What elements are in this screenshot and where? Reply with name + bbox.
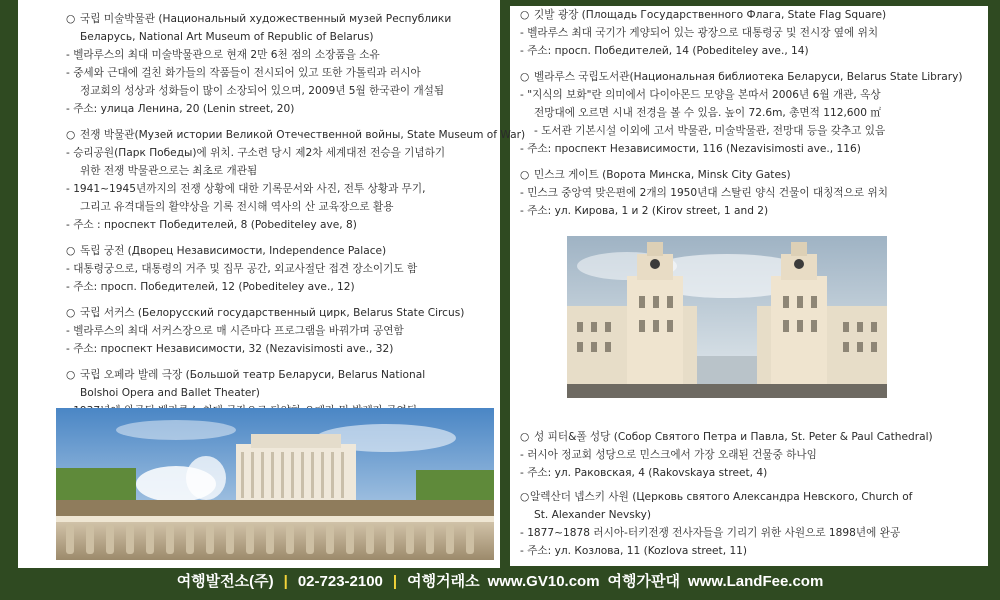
entry-line: - 주소: ул. Кирова, 1 и 2 (Kirov street, 1 and 2)	[520, 205, 769, 217]
circle-bullet-icon: ○	[66, 13, 76, 25]
entry-state-library	[520, 68, 984, 158]
entry-title: 벨라루스 국립도서관(Национальная библиотека Беларуси, Belarus State Library)	[534, 71, 963, 83]
circle-bullet-icon: ○	[520, 491, 530, 503]
circle-bullet-icon: ○	[66, 307, 76, 319]
entry-art-museum	[66, 10, 494, 118]
entry-nevsky-church	[520, 488, 984, 560]
circle-bullet-icon: ○	[520, 9, 530, 21]
entry-line: - 주소: проспект Независимости, 116 (Nezavisimosti ave., 116)	[520, 143, 861, 155]
entry-line: - 주소 : проспект Победителей, 8 (Pobediteley ave, 8)	[66, 219, 357, 231]
entry-line: - 1877~1878 러시아-터키전쟁 전사자들을 기리기 위한 사원으로 1898년에 완공	[520, 527, 901, 539]
entry-line: - 벨라루스 최대 국기가 게양되어 있는 광장으로 대통령궁 및 전시장 옆에 위치	[520, 27, 879, 39]
entry-state-circus	[66, 304, 494, 358]
right-column	[520, 6, 984, 220]
circle-bullet-icon: ○	[520, 71, 530, 83]
footer-name-2: 여행가판대	[607, 573, 680, 590]
right-column-bottom	[520, 428, 984, 560]
entry-line: St. Alexander Nevsky)	[534, 509, 651, 521]
entry-title: 민스크 게이트 (Ворота Минска, Minsk City Gates)	[534, 169, 791, 181]
footer-separator: |	[392, 573, 398, 590]
entry-line: - 주소: ул. Козлова, 11 (Kozlova street, 11)	[520, 545, 748, 557]
entry-line: 그리고 유격대들의 활약상을 기록 전시해 역사의 산 교육장으로 활용	[80, 201, 394, 213]
entry-line: - 도서관 기본시설 이외에 고서 박물관, 미술박물관, 전망대 등을 갖추고 있음	[534, 125, 886, 137]
entry-title: 국립 오페라 발레 극장 (Большой театр Беларуси, Belarus National	[80, 369, 426, 381]
circle-bullet-icon: ○	[66, 245, 76, 257]
footer-name-1: 여행거래소	[407, 573, 480, 590]
entry-cathedral	[520, 428, 984, 482]
minsk-gates-photo	[567, 236, 887, 398]
entry-line: - 1941~1945년까지의 전쟁 상황에 대한 기록문서와 사진, 전투 상황과 무기,	[66, 183, 426, 195]
entry-title: 국립 미술박물관 (Национальный художественный музей Республики	[80, 13, 452, 25]
entry-war-museum	[66, 126, 526, 234]
entry-title: 깃발 광장 (Площадь Государственного Флага, State Flag Square)	[534, 9, 887, 21]
entry-title: 국립 서커스 (Белорусский государственный цирк, Belarus State Circus)	[80, 307, 465, 319]
footer-url-2[interactable]: www.LandFee.com	[688, 573, 824, 590]
entry-title: 알렉산더 넵스키 사원 (Церковь святого Александра Невского, Church of	[530, 491, 913, 503]
circle-bullet-icon: ○	[520, 431, 530, 443]
circle-bullet-icon: ○	[520, 169, 530, 181]
footer-phone: 02-723-2100	[297, 573, 383, 590]
entry-minsk-gates	[520, 166, 984, 220]
entry-line: - 민스크 중앙역 맞은편에 2개의 1950년대 스탈린 양식 건물이 대칭적으로 위치	[520, 187, 888, 199]
entry-line: - 대통령궁으로, 대통령의 거주 및 집무 공간, 외교사절단 접견 장소이기도 함	[66, 263, 418, 275]
footer-url-1[interactable]: www.GV10.com	[487, 573, 600, 590]
entry-line: Беларусь, National Art Museum of Republic of Belarus)	[80, 31, 374, 43]
entry-line: - 주소: просп. Победителей, 12 (Pobediteley ave., 12)	[66, 281, 355, 293]
entry-line: 정교회의 성상과 성화들이 많이 소장되어 있으며, 2009년 5월 한국관이 개설됨	[80, 85, 445, 97]
circle-bullet-icon: ○	[66, 369, 76, 381]
entry-line: 위한 전쟁 박물관으로는 최초로 개관됨	[80, 165, 258, 177]
entry-line: - 주소: улица Ленина, 20 (Lenin street, 20)	[66, 103, 295, 115]
entry-title: 성 피터&폴 성당 (Собор Святого Петра и Павла, St. Peter & Paul Cathedral)	[534, 431, 933, 443]
entry-title: 독립 궁전 (Дворец Независимости, Independence Palace)	[80, 245, 387, 257]
footer-bar	[0, 570, 1000, 600]
entry-line: - 벨라루스의 최대 서커스장으로 매 시즌마다 프로그램을 바꿔가며 공연함	[66, 325, 404, 337]
entry-line: - 러시아 정교회 성당으로 민스크에서 가장 오래된 건물중 하나임	[520, 449, 817, 461]
entry-flag-square	[520, 6, 984, 60]
circle-bullet-icon: ○	[66, 129, 76, 141]
footer-company: 여행발전소(주)	[176, 573, 274, 590]
entry-line: - 중세와 근대에 걸친 화가들의 작품들이 전시되어 있고 또한 가톨릭과 러시아	[66, 67, 421, 79]
entry-line: Bolshoi Opera and Ballet Theater)	[80, 387, 260, 399]
footer-separator: |	[283, 573, 288, 590]
entry-line: - 주소: ул. Раковская, 4 (Rakovskaya street, 4)	[520, 467, 768, 479]
entry-line: - 주소: проспект Независимости, 32 (Nezavisimosti ave., 32)	[66, 343, 394, 355]
entry-line: 전망대에 오르면 시내 전경을 볼 수 있음. 높이 72.6m, 총면적 112,600 ㎡	[534, 107, 881, 119]
left-column	[66, 10, 526, 438]
entry-line: - 승리공원(Парк Победы)에 위치. 구소련 당시 제2차 세계대전 전승을 기념하기	[66, 147, 446, 159]
entry-independence-palace	[66, 242, 494, 296]
opera-theater-photo	[56, 408, 494, 560]
entry-title: 전쟁 박물관(Музей истории Великой Отечественной войны, State Museum of War)	[80, 129, 526, 141]
entry-line: - "지식의 보화"란 의미에서 다이아몬드 모양을 본따서 2006년 6월 개관, 옥상	[520, 89, 881, 101]
entry-line: - 벨라루스의 최대 미술박물관으로 현재 2만 6천 점의 소장품을 소유	[66, 49, 380, 61]
entry-line: - 주소: просп. Победителей, 14 (Pobediteley ave., 14)	[520, 45, 809, 57]
